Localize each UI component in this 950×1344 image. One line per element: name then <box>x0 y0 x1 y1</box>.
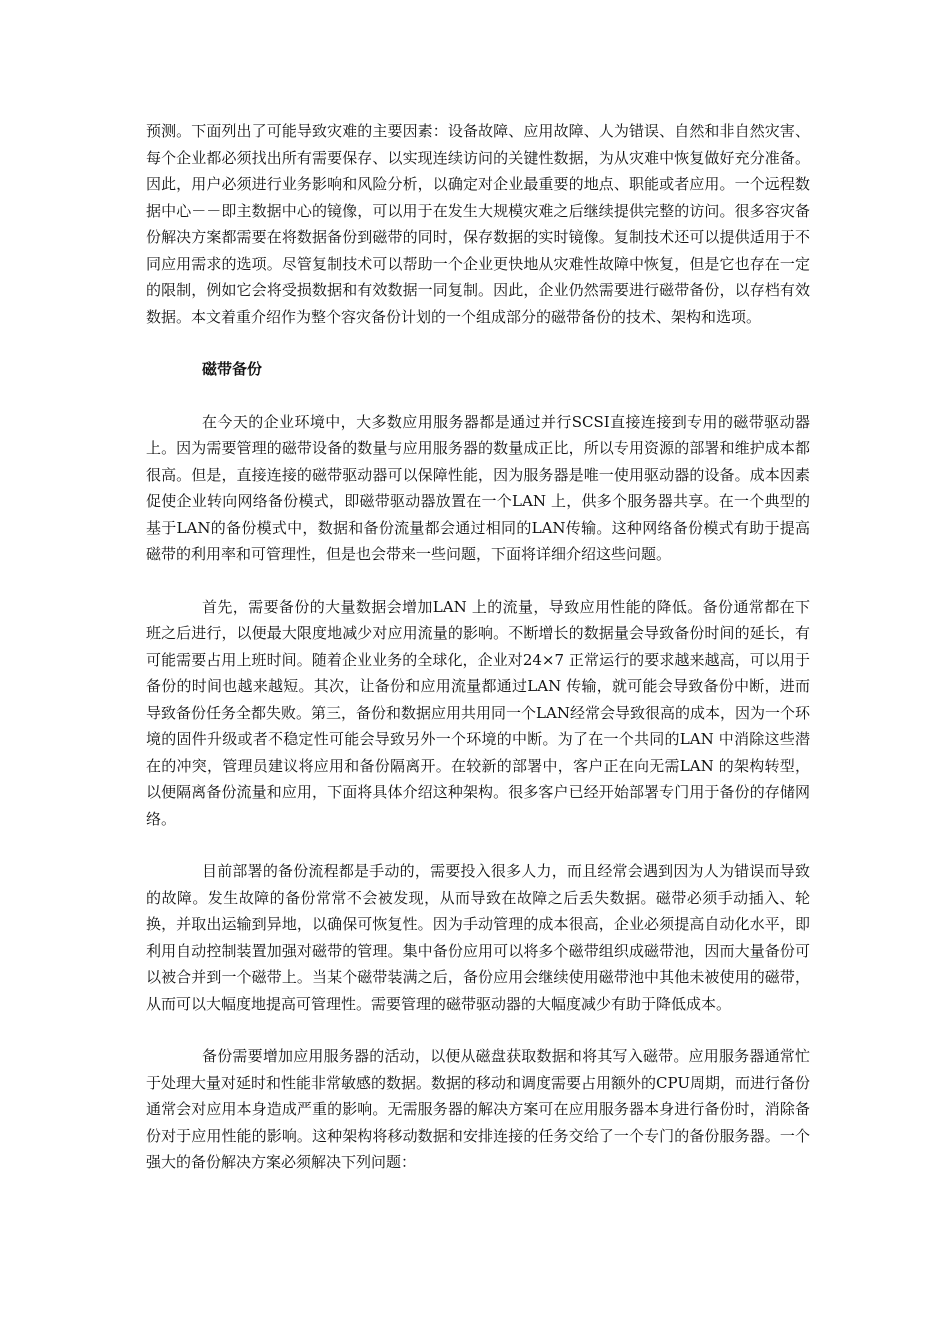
paragraph-spacer <box>146 330 810 356</box>
body-paragraph: 在今天的企业环境中，大多数应用服务器都是通过并行SCSI直接连接到专用的磁带驱动器上。因为需要管理的磁带设备的数量与应用服务器的数量成正比，所以专用资源的部署和维护成本都很高。但是，直接连接的磁带驱动器可以保障性能，因为服务器是唯一使用驱动器的设备。成本因素促使企业转向网络备份模式，即磁带驱动器放置在一个LAN 上，供多个服务器共享。在一个典型的基于LAN的备份模式中，数据和备份流量都会通过相同的LAN传输。这种网络备份模式有助于提高磁带的利用率和可管理性，但是也会带来一些问题，下面将详细介绍这些问题。 <box>146 412 810 563</box>
body-paragraph: 目前部署的备份流程都是手动的，需要投入很多人力，而且经常会遇到因为人为错误而导致的故障。发生故障的备份常常不会被发现，从而导致在故障之后丢失数据。磁带必须手动插入、轮换，并取出运输到异地，以确保可恢复性。因为手动管理的成本很高，企业必须提高自动化水平，即利用自动控制装置加强对磁带的管理。集中备份应用可以将多个磁带组织成磁带池，因而大量备份可以被合并到一个磁带上。当某个磁带装满之后，备份应用会继续使用磁带池中其他未被使用的磁带，从而可以大幅度地提高可管理性。需要管理的磁带驱动器的大幅度减少有助于降低成本。 <box>146 862 810 1013</box>
intro-paragraph: 预测。下面列出了可能导致灾难的主要因素：设备故障、应用故障、人为错误、自然和非自然灾害、 每个企业都必须找出所有需要保存、以实现连续访问的关键性数据，为从灾难中恢复做好充分准备。因此，用户必须进行业务影响和风险分析，以确定对企业最重要的地点、职能或者应用。一个远程数据中心－－即主数据中心的镜像，可以用于在发生大规模灾难之后继续提供完整的访问。很多容灾备份解决方案都需要在将数据备份到磁带的同时，保存数据的实时镜像。复制技术还可以提供适用于不同应用需求的选项。尽管复制技术可以帮助一个企业更快地从灾难性故障中恢复，但是它也存在一定的限制，例如它会将受损数据和有效数据一同复制。因此，企业仍然需要进行磁带备份，以存档有效数据。本文着重介绍作为整个容灾备份计划的一个组成部分的磁带备份的技术、架构和选项。 <box>146 122 810 326</box>
body-paragraph: 首先，需要备份的大量数据会增加LAN 上的流量，导致应用性能的降低。备份通常都在下班之后进行，以便最大限度地减少对应用流量的影响。不断增长的数据量会导致备份时间的延长，有可能需要占用上班时间。随着企业业务的全球化，企业对24×7 正常运行的要求越来越高，可以用于备份的时间也越来越短。其次，让备份和应用流量都通过LAN 传输，就可能会导致备份中断，进而导致备份任务全都失败。第三，备份和数据应用共用同一个LAN经常会导致很高的成本，因为一个环境的固件升级或者不稳定性可能会导致另外一个环境的中断。为了在一个共同的LAN 中消除这些潜在的冲突，管理员建议将应用和备份隔离开。在较新的部署中，客户正在向无需LAN 的架构转型，以便隔离备份流量和应用，下面将具体介绍这种架构。很多客户已经开始部署专门用于备份的存储网络。 <box>146 597 810 828</box>
section-heading: 磁带备份 <box>202 360 263 378</box>
paragraph-spacer <box>146 568 810 594</box>
paragraph-spacer <box>146 383 810 409</box>
paragraph-spacer <box>146 1017 810 1043</box>
paragraph-spacer <box>146 832 810 858</box>
document-page <box>146 118 810 1176</box>
body-paragraph: 备份需要增加应用服务器的活动，以便从磁盘获取数据和将其写入磁带。应用服务器通常忙于处理大量对延时和性能非常敏感的数据。数据的移动和调度需要占用额外的CPU周期，而进行备份通常会对应用本身造成严重的影响。无需服务器的解决方案可在应用服务器本身进行备份时，消除备份对于应用性能的影响。这种架构将移动数据和安排连接的任务交给了一个专门的备份服务器。一个强大的备份解决方案必须解决下列问题： <box>146 1047 810 1171</box>
